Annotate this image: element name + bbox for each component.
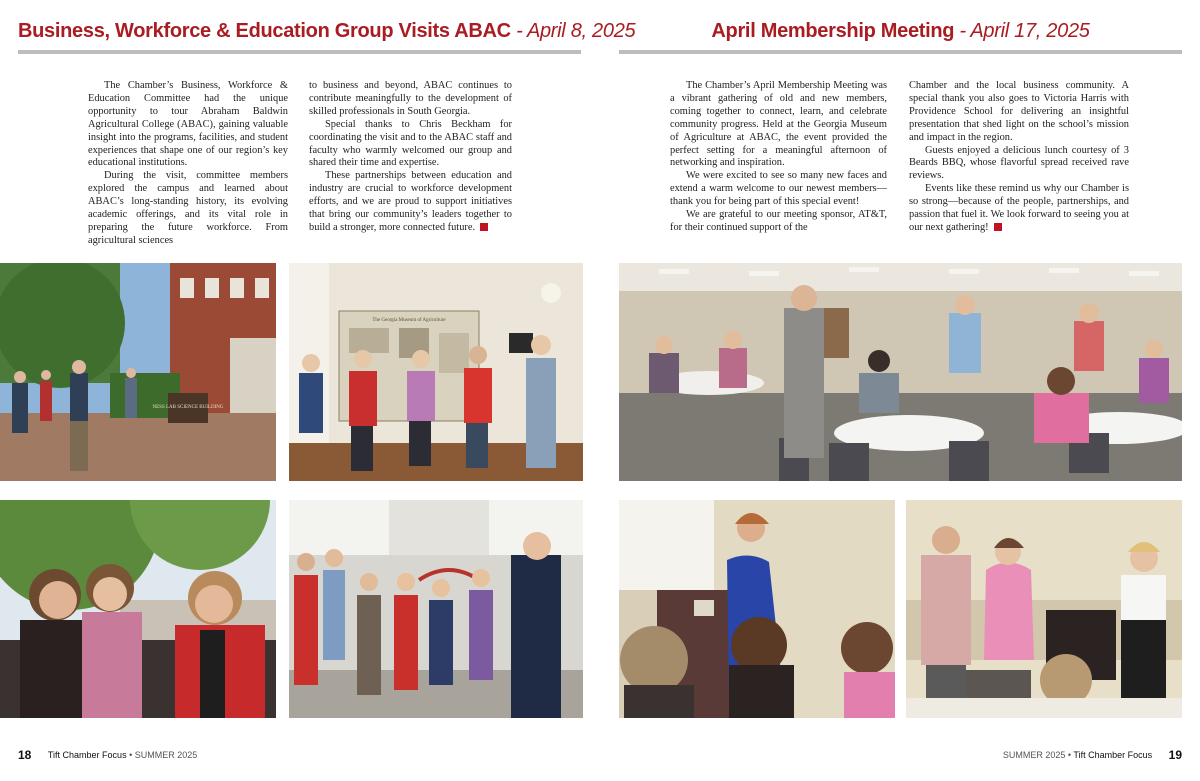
- museum-panel-text: The Georgia Museum of Agriculture: [372, 318, 446, 323]
- right-col1-paragraph: The Chamber’s April Membership Meeting was a vibrant gathering of old and new members, coming together to connect, learn, and celebrate community progress. Held at the Georgia Museum of Agriculture at ABAC, the event provided the perfect setting for a meaningful afternoon of networking and inspiration.: [670, 80, 887, 169]
- photo-presenter-conversation: [906, 500, 1182, 718]
- photo-speaker-podium: [619, 500, 895, 718]
- page-number-left: 18: [18, 748, 32, 762]
- right-article-title: [619, 20, 1182, 48]
- left-article-title: [18, 20, 636, 48]
- left-col2-paragraph: to business and beyond, ABAC continues to contribute meaningfully to the development of skilled professionals in South Georgia.: [309, 80, 512, 117]
- left-title-date: - April 8, 2025: [510, 20, 636, 42]
- right-col2-paragraph: Chamber and the local business community. A special thank you also goes to Victoria Harris with Providence School for delivering an insightful presentation that shed light on the school’s mission and impact in the region.: [909, 80, 1129, 143]
- left-article-column-1: [88, 80, 288, 248]
- photo-campus-tour: [0, 263, 276, 481]
- footer-right: [1003, 748, 1182, 762]
- right-title-text: April Membership Meeting: [711, 20, 955, 42]
- left-col1-paragraph: The Chamber’s Business, Workforce & Education Committee had the unique opportunity to tour Abraham Baldwin Agricultural College (ABAC), gaining valuable insight into the programs, facilities, and student experiences that shape one of our region’s key educational institutions.: [88, 80, 288, 169]
- right-article-column-1: [670, 80, 887, 235]
- right-col2-last-text: Events like these remind us why our Chamber is so strong—because of the people, partnerships, and passion that fuel it. We look forward to seeing you at our next gathering!: [909, 183, 1129, 233]
- footer-magazine-name-left: Tift Chamber Focus: [47, 750, 127, 760]
- photo-three-women: [0, 500, 276, 718]
- footer-issue-left: • SUMMER 2025: [126, 750, 198, 760]
- right-col1-paragraph: We were excited to see so many new faces and extend a warm welcome to our newest members—thank you for being part of this special event!: [670, 170, 887, 208]
- end-of-article-mark: [994, 223, 1002, 231]
- photo-museum-group: [289, 263, 583, 481]
- footer-left: [18, 748, 197, 762]
- left-title-rule: [18, 50, 581, 54]
- right-col2-paragraph: Guests enjoyed a delicious lunch courtesy of 3 Beards BBQ, whose flavorful spread received rave reviews.: [909, 144, 1129, 182]
- campus-sign-text: NESS LAB SCIENCE BUILDING: [152, 405, 224, 410]
- photo-membership-meeting-room: [619, 263, 1182, 481]
- footer-magazine-name-right: Tift Chamber Focus: [1073, 750, 1153, 760]
- page-number-right: 19: [1168, 748, 1182, 762]
- right-col2-paragraph: [909, 183, 1129, 235]
- left-title-text: Business, Workforce & Education Group Visits ABAC: [18, 20, 511, 42]
- right-col1-paragraph: We are grateful to our meeting sponsor, AT&T, for their continued support of the: [670, 209, 887, 233]
- right-title-rule: [619, 50, 1182, 54]
- left-col1-paragraph: During the visit, committee members explored the campus and learned about ABAC’s long-standing history, its evolving academic offerings, and its vital role in preparing the future workforce. From agricultural sciences: [88, 170, 288, 246]
- right-article-column-2: [909, 80, 1129, 235]
- footer-issue-right: SUMMER 2025 •: [1002, 750, 1074, 760]
- right-title-date: - April 17, 2025: [954, 20, 1090, 42]
- left-article-column-2: [309, 80, 512, 235]
- left-col2-paragraph: Special thanks to Chris Beckham for coordinating the visit and to the ABAC staff and faculty who warmly welcomed our group and shared their time and expertise.: [309, 118, 512, 169]
- end-of-article-mark: [480, 223, 488, 231]
- left-col2-last-text: These partnerships between education and industry are crucial to workforce development efforts, and we are proud to support initiatives that bring our community’s leaders together to build a stronger, more connected future.: [309, 170, 512, 233]
- photo-barn-group: [289, 500, 583, 718]
- left-col2-paragraph: [309, 170, 512, 235]
